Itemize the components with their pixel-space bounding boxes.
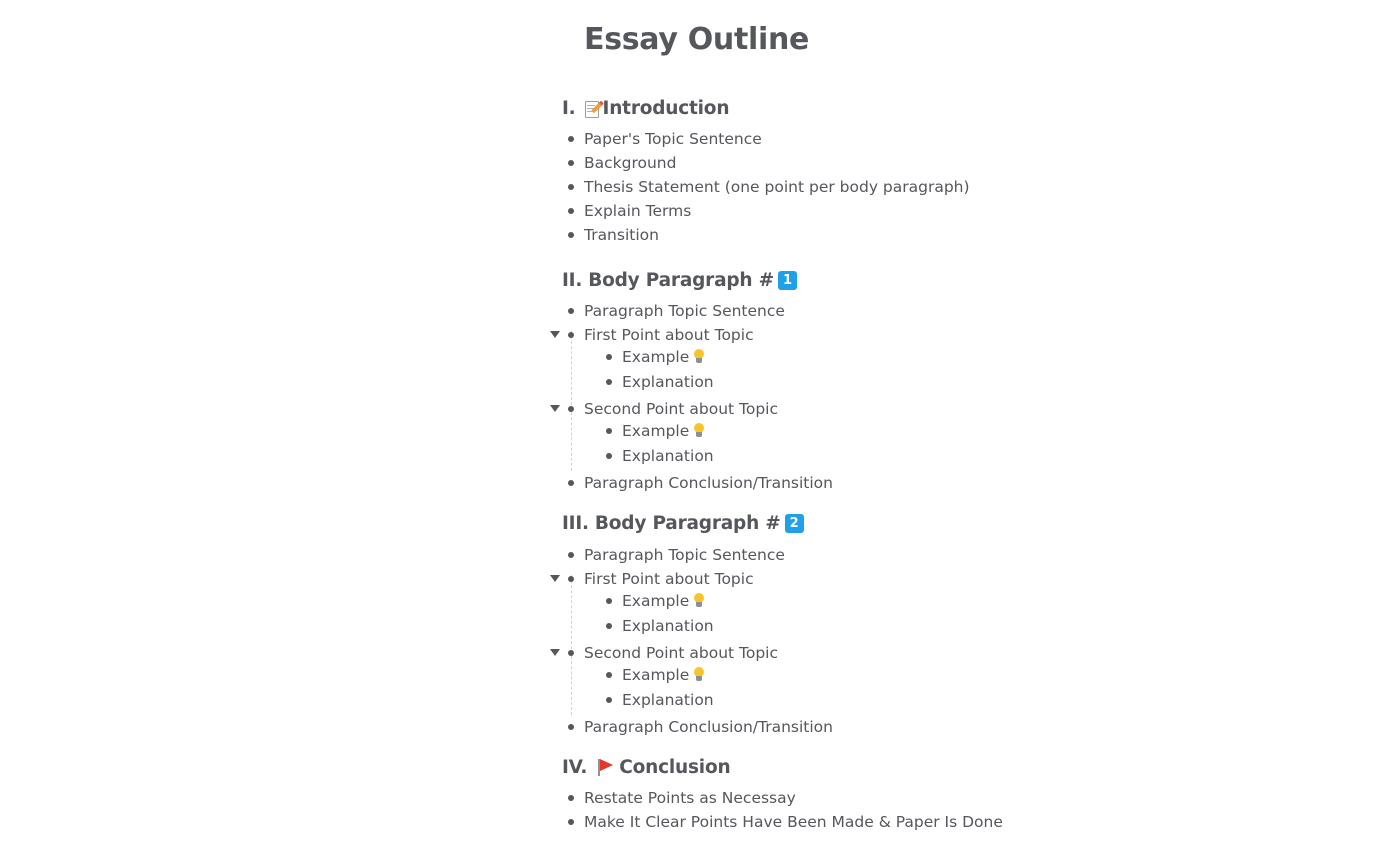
page-title: Essay Outline <box>584 22 810 57</box>
section-number: II. <box>562 269 583 291</box>
section-title: Body Paragraph # <box>588 269 774 291</box>
section-heading <box>562 510 1262 536</box>
bullet <box>606 697 612 703</box>
collapse-toggle-icon[interactable] <box>550 575 560 582</box>
section-heading <box>562 267 1262 293</box>
sub-list-item[interactable]: Explanation <box>562 444 1262 468</box>
number-badge: 2 <box>785 514 804 533</box>
list-item[interactable]: Make It Clear Points Have Been Made & Paper Is Done <box>562 810 1262 834</box>
list-item-collapsible[interactable]: Second Point about Topic <box>562 397 1262 421</box>
sub-list-item[interactable]: Example <box>562 591 1262 614</box>
section-title: Introduction <box>602 97 730 119</box>
bullet <box>606 428 612 434</box>
sub-list-item[interactable]: Explanation <box>562 370 1262 394</box>
sub-list-item[interactable]: Example <box>562 421 1262 444</box>
bullet <box>568 232 574 238</box>
list-item[interactable]: Paper's Topic Sentence <box>562 127 1262 151</box>
bullet <box>568 208 574 214</box>
section-heading <box>562 754 1262 780</box>
bullet <box>606 672 612 678</box>
memo-icon <box>584 100 601 117</box>
bullet <box>606 598 612 604</box>
list-item[interactable]: Paragraph Topic Sentence <box>562 543 1262 567</box>
list-item[interactable]: Thesis Statement (one point per body paragraph) <box>562 175 1262 199</box>
bullet <box>568 552 574 558</box>
list-item-collapsible[interactable]: First Point about Topic <box>562 567 1262 591</box>
section-body-paragraph-1 <box>562 267 1262 495</box>
bullet <box>606 453 612 459</box>
list-item[interactable]: Transition <box>562 223 1262 247</box>
list-item[interactable]: Background <box>562 151 1262 175</box>
bullet <box>568 136 574 142</box>
bullet <box>606 623 612 629</box>
list-item[interactable]: Paragraph Topic Sentence <box>562 299 1262 323</box>
list-item[interactable]: Paragraph Conclusion/Transition <box>562 471 1262 495</box>
sub-list-item[interactable]: Example <box>562 347 1262 370</box>
section-number: I. <box>562 97 576 119</box>
light-bulb-icon <box>693 349 705 364</box>
bullet <box>568 724 574 730</box>
bullet <box>606 354 612 360</box>
collapse-toggle-icon[interactable] <box>550 331 560 338</box>
bullet <box>568 308 574 314</box>
bullet <box>568 650 574 656</box>
sub-list-item[interactable]: Example <box>562 665 1262 688</box>
section-number: III. <box>562 512 589 534</box>
bullet <box>568 160 574 166</box>
sub-list-item[interactable]: Explanation <box>562 688 1262 712</box>
collapse-toggle-icon[interactable] <box>550 649 560 656</box>
number-badge: 1 <box>778 271 797 290</box>
bullet <box>568 576 574 582</box>
list-item[interactable]: Restate Points as Necessay <box>562 786 1262 810</box>
section-conclusion <box>562 754 1262 834</box>
red-flag-icon <box>595 758 613 776</box>
light-bulb-icon <box>693 593 705 608</box>
light-bulb-icon <box>693 667 705 682</box>
bullet <box>568 406 574 412</box>
list-item-collapsible[interactable]: Second Point about Topic <box>562 641 1262 665</box>
section-title: Body Paragraph # <box>594 512 781 534</box>
bullet <box>568 332 574 338</box>
collapse-toggle-icon[interactable] <box>550 405 560 412</box>
list-item[interactable]: Paragraph Conclusion/Transition <box>562 715 1262 739</box>
list-item[interactable]: Explain Terms <box>562 199 1262 223</box>
bullet <box>568 184 574 190</box>
section-title: Conclusion <box>619 756 731 778</box>
light-bulb-icon <box>693 423 705 438</box>
bullet <box>568 819 574 825</box>
section-heading <box>562 95 1262 121</box>
bullet <box>568 795 574 801</box>
list-item-collapsible[interactable]: First Point about Topic <box>562 323 1262 347</box>
bullet <box>568 480 574 486</box>
section-introduction <box>562 95 1262 247</box>
section-body-paragraph-2 <box>562 510 1262 739</box>
bullet <box>606 379 612 385</box>
section-number: IV. <box>562 756 588 778</box>
sub-list-item[interactable]: Explanation <box>562 614 1262 638</box>
